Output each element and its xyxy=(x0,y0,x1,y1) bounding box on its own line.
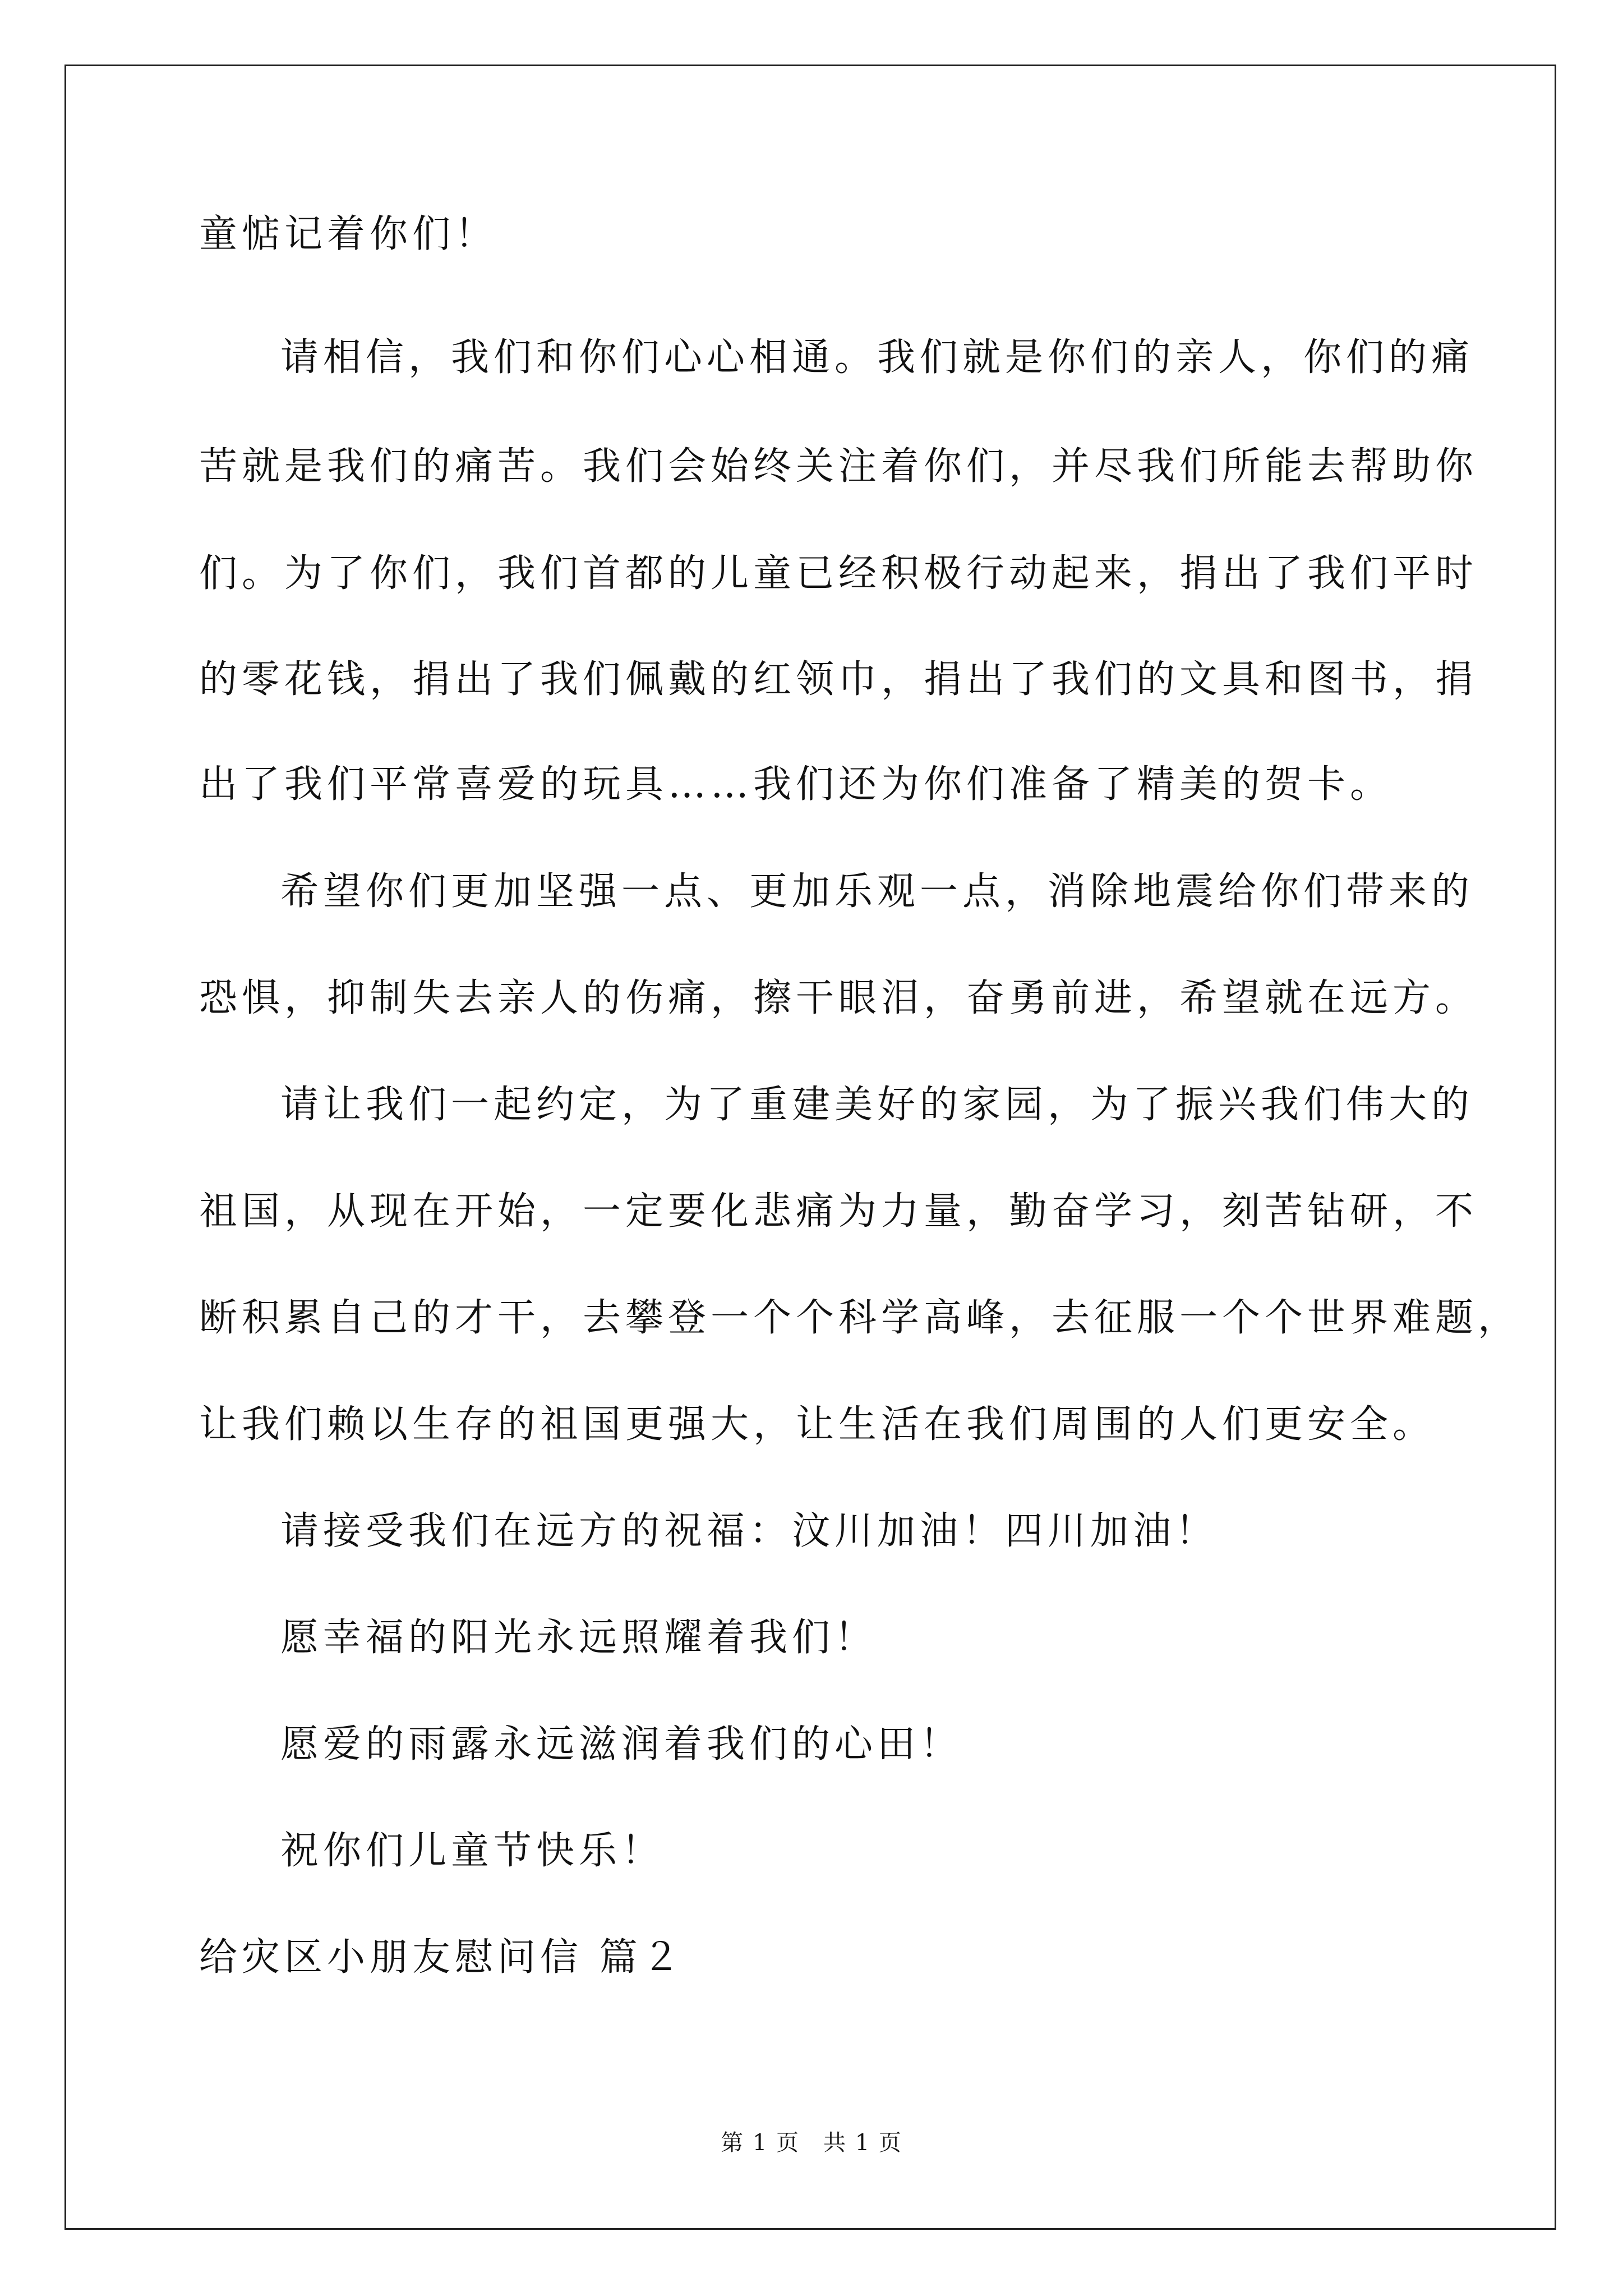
text-line-14: 愿幸福的阳光永远照耀着我们！ xyxy=(280,1616,878,1660)
page-footer: 第 1 页 共 1 页 xyxy=(721,2130,902,2156)
page-border xyxy=(64,65,1556,2230)
text-line-6: 出了我们平常喜爱的玩具……我们还为你们准备了精美的贺卡。 xyxy=(199,762,1393,807)
text-line-12: 让我们赖以生存的祖国更强大，让生活在我们周围的人们更安全。 xyxy=(199,1402,1436,1447)
text-line-15: 愿爱的雨露永远滋润着我们的心田！ xyxy=(280,1722,963,1766)
text-line-3: 苦就是我们的痛苦。我们会始终关注着你们，并尽我们所能去帮助你 xyxy=(199,444,1478,489)
text-line-10: 祖国，从现在开始，一定要化悲痛为力量，勤奋学习，刻苦钻研，不 xyxy=(199,1189,1478,1234)
section-heading: 给灾区小朋友慰问信 篇２ xyxy=(199,1935,685,1980)
text-line-11: 断积累自己的才干，去攀登一个个科学高峰，去征服一个个世界难题， xyxy=(199,1296,1521,1340)
text-line-5: 的零花钱，捐出了我们佩戴的红领巾，捐出了我们的文具和图书，捐 xyxy=(199,657,1478,702)
text-line-1: 童惦记着你们！ xyxy=(199,212,498,256)
text-line-7: 希望你们更加坚强一点、更加乐观一点，消除地震给你们带来的 xyxy=(280,869,1474,914)
text-line-4: 们。为了你们，我们首都的儿童已经积极行动起来，捐出了我们平时 xyxy=(199,551,1478,596)
text-line-2: 请相信，我们和你们心心相通。我们就是你们的亲人，你们的痛 xyxy=(280,335,1474,380)
text-line-13: 请接受我们在远方的祝福：汶川加油！四川加油！ xyxy=(280,1509,1219,1553)
text-line-8: 恐惧，抑制失去亲人的伤痛，擦干眼泪，奋勇前进，希望就在远方。 xyxy=(199,976,1478,1020)
text-line-16: 祝你们儿童节快乐！ xyxy=(280,1829,665,1873)
text-line-9: 请让我们一起约定，为了重建美好的家园，为了振兴我们伟大的 xyxy=(280,1083,1474,1127)
